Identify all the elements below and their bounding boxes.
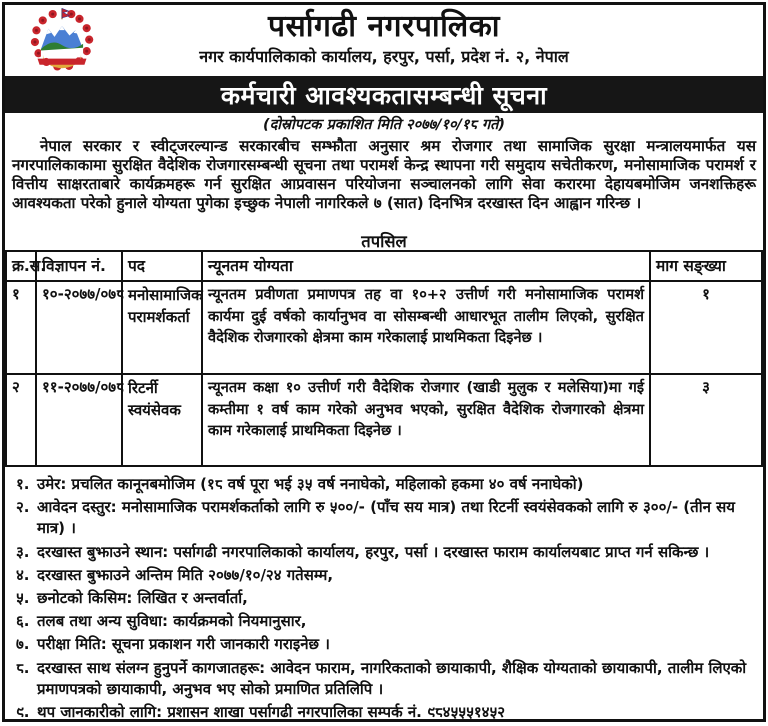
term-number: ९. xyxy=(16,703,30,722)
cell-sn: १ xyxy=(6,281,36,374)
cell-post: रिटर्नी स्वयंसेवक xyxy=(122,374,202,466)
col-header-advert-no: विज्ञापन नं. xyxy=(36,251,122,281)
term-text: दरखास्त बुझाउने स्थान: पर्सागढी नगरपालिकाको कार्यालय, हरपुर, पर्सा । दरखास्त फाराम कार्यालयबाट प्राप्त गर्न सकिन्छ । xyxy=(37,542,710,561)
term-text: उमेर: प्रचलित कानूनबमोजिम (१८ वर्ष पूरा भई ३५ वर्ष ननाघेको, महिलाको हकमा ४० वर्ष ननाघेको) xyxy=(37,475,584,493)
col-header-qualification: न्यूनतम योग्यता xyxy=(202,251,650,281)
table-row xyxy=(6,281,762,374)
cell-qualification: न्यूनतम प्रवीणता प्रमाणपत्र तह वा १०+२ उत्तीर्ण गरी मनोसामाजिक परामर्श कार्यमा दुई वर्षको कार्यानुभव वा सोसम्बन्धी आधारभूत तालीम लिएको, सुरक्षित वैदेशिक रोजगारको क्षेत्रमा काम गरेकालाई प्राथमिकता दिइनेछ । xyxy=(202,281,650,374)
term-number: ३. xyxy=(16,542,30,561)
term-text: तलब तथा अन्य सुविधा: कार्यक्रमको नियमानुसार, xyxy=(37,612,307,631)
table-caption: तपसिल xyxy=(361,232,407,251)
term-number: २. xyxy=(16,498,30,517)
term-text: परीक्षा मिति: सूचना प्रकाशन गरी जानकारी गराइनेछ । xyxy=(37,635,330,654)
notice-banner xyxy=(5,76,763,113)
term-number: ७. xyxy=(16,635,30,654)
list-item xyxy=(13,474,755,495)
col-header-post: पद xyxy=(122,251,202,281)
list-item xyxy=(13,658,755,700)
list-item xyxy=(13,702,755,722)
table-row xyxy=(6,374,762,466)
col-header-vacancies: माग सङ्ख्या xyxy=(650,251,762,281)
list-item xyxy=(13,588,755,609)
cell-sn: २ xyxy=(6,374,36,466)
col-header-sn: क्र.स. xyxy=(6,251,36,281)
term-number: १. xyxy=(16,475,30,493)
term-text: दरखास्त बुझाउने अन्तिम मिति २०७७/१०/२४ गतेसम्म, xyxy=(37,565,334,584)
list-item xyxy=(13,497,755,539)
term-number: ८. xyxy=(16,658,30,677)
cell-qualification: न्यूनतम कक्षा १० उत्तीर्ण गरी वैदेशिक रोजगार (खाडी मुलुक र मलेसिया)मा गई कम्तीमा १ वर्ष काम गरेको अनुभव भएको, सुरक्षित वैदेशिक रोजगारको क्षेत्रमा काम गरेकालाई प्राथमिकता दिइनेछ । xyxy=(202,374,650,466)
office-address: नगर कार्यपालिकाको कार्यालय, हरपुर, पर्सा, प्रदेश नं. २, नेपाल xyxy=(199,47,569,66)
list-item xyxy=(13,611,755,632)
term-number: ६. xyxy=(16,612,30,631)
term-number: ४. xyxy=(16,565,30,584)
cell-post: मनोसामाजिक परामर्शकर्ता xyxy=(122,281,202,374)
term-text: दरखास्त साथ संलग्न हुनुपर्ने कागजातहरू: आवेदन फाराम, नागरिकताको छायाकापी, शैक्षिक योग्यताको छायाकापी, तालीम लिएको प्रमाणपत्रको छायाकापी, अनुभव भए सोको प्रमाणित प्रतिलिपि । xyxy=(37,658,747,698)
vacancy-table xyxy=(5,250,763,467)
list-item xyxy=(13,542,755,563)
term-text: आवेदन दस्तुर: मनोसामाजिक परामर्शकर्ताको लागि रु ५००/- (पाँच सय मात्र) तथा रिटर्नी स्वयंसेवकको लागि रु ३००/- (तीन सय मात्र) । xyxy=(37,498,735,538)
notice-banner-text: कर्मचारी आवश्यकतासम्बन्धी सूचना xyxy=(220,80,548,110)
cell-vacancies: १ xyxy=(650,281,762,374)
publish-date-line: (दोस्रोपटक प्रकाशित मिति २०७७/१०/१८ गते) xyxy=(262,117,506,133)
cell-advert-no: ११-२०७७/०७८ xyxy=(36,374,122,466)
terms-list xyxy=(5,467,763,722)
vacancy-notice-document xyxy=(2,2,766,722)
municipality-emblem-icon xyxy=(27,7,97,75)
term-text: छनोटको किसिम: लिखित र अन्तर्वार्ता, xyxy=(37,589,248,608)
list-item xyxy=(13,634,755,655)
term-text: थप जानकारीको लागि: प्रशासन शाखा पर्सागढी नगरपालिका सम्पर्क नं. ९८४५५५१४५२ xyxy=(37,703,506,722)
term-number: ५. xyxy=(16,589,30,608)
table-header-row xyxy=(6,251,762,281)
cell-advert-no: १०-२०७७/०७८ xyxy=(36,281,122,374)
municipality-title: पर्सागढी नगरपालिका xyxy=(267,9,501,44)
notice-body-paragraph: नेपाल सरकार र स्वीट्जरल्यान्ड सरकारबीच सम्झौता अनुसार श्रम रोजगार तथा सामाजिक सुरक्षा मन्त्रालयमार्फत यस नगरपालिकाकामा सुरक्षित वैदेशिक रोजगारसम्बन्धी सूचना तथा परामर्श केन्द्र स्थापना गरी समुदाय सचेतीकरण, मनोसामाजिक परामर्श र वित्तीय साक्षरताबारे कार्यक्रमहरू गर्न सुरक्षित आप्रवासन परियोजना सञ्चालनको लागि सेवा करारमा देहायबमोजिम जनशक्तिहरू आवश्यकता परेको हुनाले योग्यता पुगेका इच्छुक नेपाली नागरिकले ७ (सात) दिनभित्र दरखास्त दिन आह्वान गरिन्छ । xyxy=(12,137,756,212)
cell-vacancies: ३ xyxy=(650,374,762,466)
list-item xyxy=(13,565,755,586)
document-header xyxy=(5,5,763,76)
